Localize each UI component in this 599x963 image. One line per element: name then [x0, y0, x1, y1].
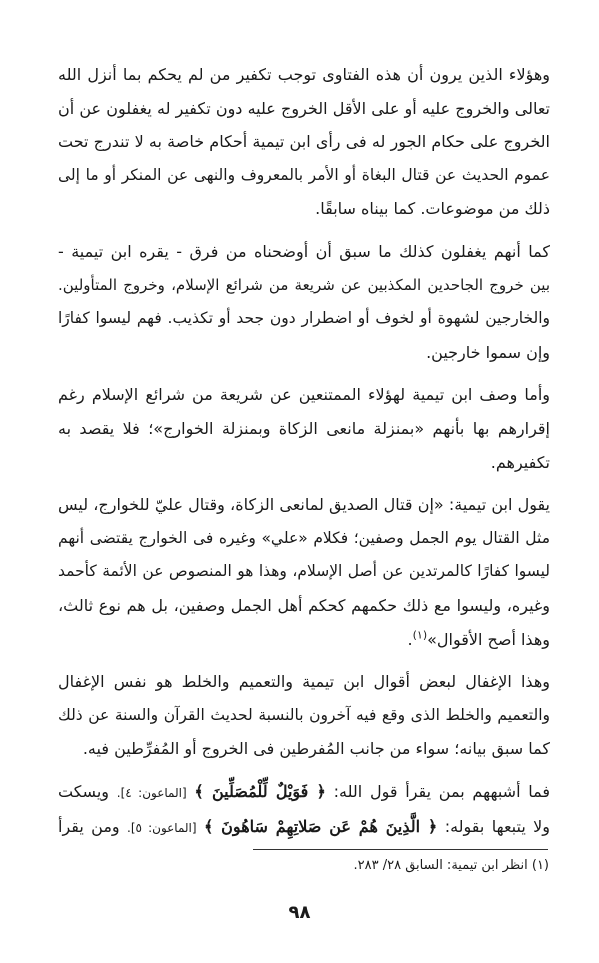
- text-line: يقول ابن تيمية: «إن قتال الصديق لمانعى الزكاة، وقتال عليّ للخوارج، ليس: [58, 495, 550, 515]
- text-line: تعالى والخروج عليه أو على الأقل الخروج عليه دون تكفير له يغفلون عن أن: [58, 98, 550, 118]
- paragraph-2: [58, 235, 550, 369]
- verse-reference: [الماعون: ٤].: [116, 785, 187, 800]
- quran-verse: ﴿ الَّذِينَ هُمْ عَن صَلاتِهِمْ سَاهُونَ ﴾: [203, 817, 438, 837]
- line-text: ومن يقرأ: [58, 817, 120, 837]
- paragraph-4-quote: [58, 488, 550, 656]
- paragraph-5: [58, 665, 550, 766]
- quote-end-text: وهذا أصح الأقوال»: [427, 629, 550, 649]
- text-line: كما سبق بيانه؛ سواء من جانب المُفرطين فى الخروج أو المُفرِّطين فيه.: [82, 739, 550, 759]
- text-line: كما أنهم يغفلون كذلك ما سبق أن أوضحناه من فرق - يقره ابن تيمية -: [58, 241, 550, 261]
- text-line: تكفيرهم.: [490, 452, 550, 472]
- line-text: ولا يتبعها بقوله:: [444, 817, 551, 837]
- text-line: مثل القتال يوم الجمل وصفين؛ فكلام «علي» وغيره فى الخوارج يقتضى أنهم: [58, 528, 550, 547]
- text-line-with-footnote: وهذا أصح الأقوال»$^{(١)}$.: [407, 628, 550, 649]
- footnote-marker: (١): [412, 628, 428, 642]
- footnote-separator: [253, 849, 548, 850]
- text-line: ليسوا كفارًا كالمرتدين عن أصل الإسلام، وهذا هو المنصوص عن الأئمة كأحمد: [58, 562, 550, 581]
- line-text: ويسكت: [58, 781, 109, 801]
- text-line: إقرارهم بها بأنهم «بمنزلة مانعى الزكاة وبمنزلة الخوارج»؛ فلا يقصد به: [58, 418, 550, 438]
- text-line: الخروج على حكام الجور له فى رأى ابن تيمية أحكام خاصة به لا تندرج تحت: [58, 132, 550, 152]
- text-line: وهؤلاء الذين يرون أن هذه الفتاوى توجب تكفير من لم يحكم بما أنزل الله: [58, 65, 550, 84]
- text-line: [58, 810, 550, 846]
- text-line: وأما وصف ابن تيمية لهؤلاء الممتنعين عن شريعة من شرائع الإسلام رغم: [58, 385, 550, 405]
- text-line: والتعميم والخلط الذى وقع فيه آخرون بالنسبة لحديث القرآن والسنة عن ذلك: [58, 705, 550, 724]
- text-line: ذلك من موضوعات. كما بيناه سابقًا.: [315, 199, 550, 219]
- text-line: [58, 775, 550, 811]
- paragraph-1: [58, 58, 550, 226]
- verse-reference: [الماعون: ٥].: [127, 821, 197, 836]
- main-text: [58, 58, 550, 846]
- paragraph-3: [58, 378, 550, 479]
- quran-verse: ﴿ فَوَيْلٌ لِّلْمُصَلِّينَ ﴾: [194, 781, 326, 801]
- text-line: بين خروج الجاحدين المكذبين عن شريعة من شرائع الإسلام، وخروج المتأولين.: [58, 275, 550, 294]
- line-text: فما أشبههم بمن يقرأ قول الله:: [333, 781, 551, 801]
- page-number: ٩٨: [288, 902, 311, 923]
- text-line: وهذا الإغفال لبعض أقوال ابن تيمية والتعميم والخلط هو نفس الإغفال: [58, 672, 550, 692]
- text-line: وغيره، وليسوا مع ذلك حكمهم كحكم أهل الجمل وصفين، بل هم نوع ثالث،: [58, 595, 550, 615]
- text-line: وإن سموا خارجين.: [426, 342, 550, 362]
- footnote: (١) انظر ابن تيمية: السابق ٢٨/ ٢٨٣.: [353, 858, 549, 873]
- paragraph-6-quran: [58, 775, 550, 846]
- text-line: عموم الحديث عن قتال البغاة أو الأمر بالمعروف والنهى عن المنكر أو ما إلى: [58, 165, 550, 184]
- text-line: والخارجين لشهوة أو لخوف أو اضطرار دون جحد أو تكذيب. فهم ليسوا كفارًا: [58, 309, 550, 328]
